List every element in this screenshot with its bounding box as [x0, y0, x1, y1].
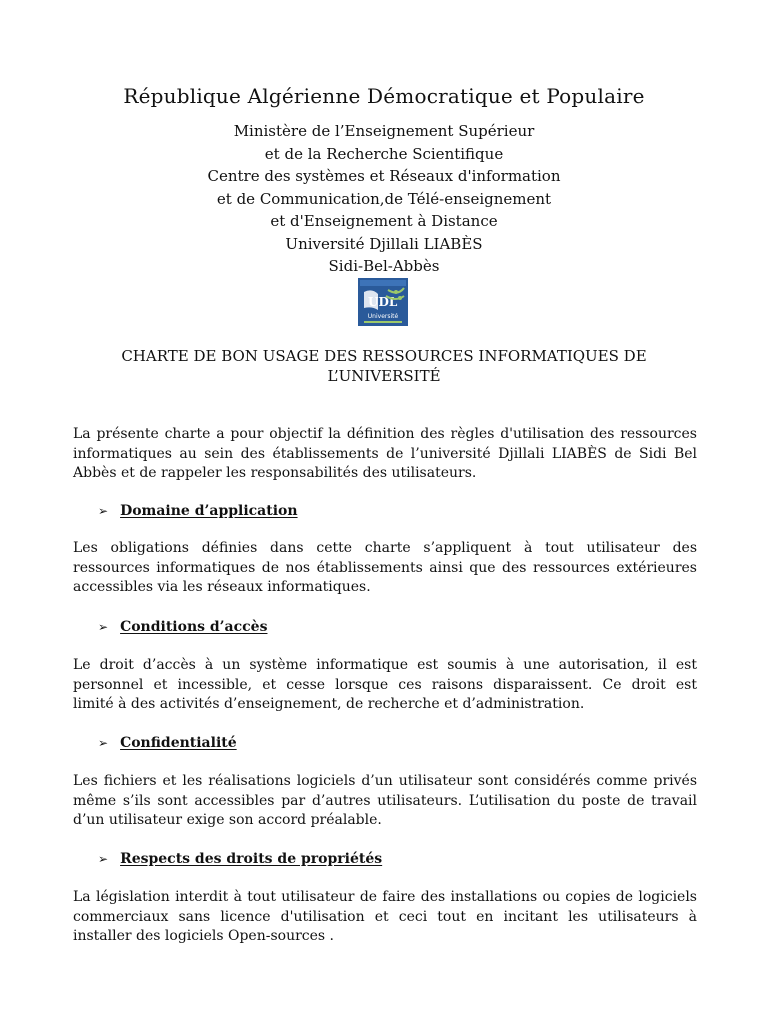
text-line: informatiques au sein des établissements de l’université Djillali LIABÈS de Sidi Bel	[73, 445, 697, 462]
institution-line: et de la Recherche Scientifique	[264, 144, 504, 163]
text-line: accessibles via les réseaux informatiques.	[73, 579, 371, 595]
institution-line: Sidi-Bel-Abbès	[328, 257, 440, 275]
text-line: Les obligations définies dans cette charte s’appliquent à tout utilisateur des	[73, 540, 697, 556]
charter-title-line: L’UNIVERSITÉ	[327, 367, 441, 385]
charter-title-line: CHARTE DE BON USAGE DES RESSOURCES INFORMATIQUES DE	[121, 347, 647, 365]
institution-line: Université Djillali LIABÈS	[285, 234, 483, 253]
section-heading-confidentialite	[98, 735, 237, 751]
text-line: personnel et incessible, et cesse lorsque ces raisons disparaissent. Ce droit est	[73, 676, 697, 693]
svg-text:UDL: UDL	[368, 295, 398, 309]
section-heading-text: Respects des droits de propriétés	[120, 851, 383, 867]
charter-title	[90, 346, 678, 386]
section-paragraph-conditions	[73, 656, 697, 715]
section-paragraph-confidentialite	[73, 772, 697, 831]
section-heading-proprietes	[98, 851, 382, 867]
section-heading-text: Domaine d’application	[120, 503, 298, 519]
text-line: même s’ils sont accessibles par d’autres utilisateurs. L’utilisation du poste de travail	[73, 792, 697, 809]
intro-paragraph	[73, 425, 697, 484]
text-line: Les fichiers et les réalisations logiciels d’un utilisateur sont considérés comme privés	[73, 773, 697, 789]
text-line: Abbès et de rappeler les responsabilités des utilisateurs.	[73, 465, 477, 481]
section-heading-text: Conditions d’accès	[120, 619, 268, 635]
university-logo	[358, 278, 408, 326]
republic-heading: République Algérienne Démocratique et Populaire	[123, 84, 645, 108]
text-line: d’un utilisateur exige son accord préalable.	[73, 812, 382, 828]
institution-line: et d'Enseignement à Distance	[270, 212, 498, 230]
text-line: La présente charte a pour objectif la définition des règles d'utilisation des ressources	[73, 426, 697, 442]
arrow-bullet-icon: ➢	[98, 736, 109, 750]
section-heading-domaine	[98, 503, 298, 519]
text-line: commerciaux sans licence d'utilisation et ceci tout en incitant les utilisateurs à	[73, 908, 697, 925]
section-heading-text: Confidentialité	[120, 735, 237, 751]
text-line: Le droit d’accès à un système informatique est soumis à une autorisation, il est	[73, 657, 697, 673]
arrow-bullet-icon: ➢	[98, 852, 109, 866]
arrow-bullet-icon: ➢	[98, 620, 109, 634]
institution-line: Ministère de l’Enseignement Supérieur	[233, 122, 535, 140]
section-paragraph-domaine	[73, 539, 697, 598]
text-line: limité à des activités d’enseignement, de recherche et d’administration.	[73, 696, 585, 712]
section-paragraph-proprietes	[73, 888, 697, 947]
institution-block	[0, 120, 768, 278]
institution-line: et de Communication,de Télé-enseignement	[216, 189, 552, 208]
logo-text: Université	[367, 313, 399, 320]
text-line: installer des logiciels Open-sources .	[73, 928, 334, 944]
institution-line: Centre des systèmes et Réseaux d'information	[207, 167, 561, 185]
text-line: La législation interdit à tout utilisateur de faire des installations ou copies de logiciels	[73, 889, 697, 905]
text-line: ressources informatiques de nos établissements ainsi que des ressources extérieures	[73, 559, 697, 576]
arrow-bullet-icon: ➢	[98, 504, 109, 518]
section-heading-conditions	[98, 619, 267, 635]
